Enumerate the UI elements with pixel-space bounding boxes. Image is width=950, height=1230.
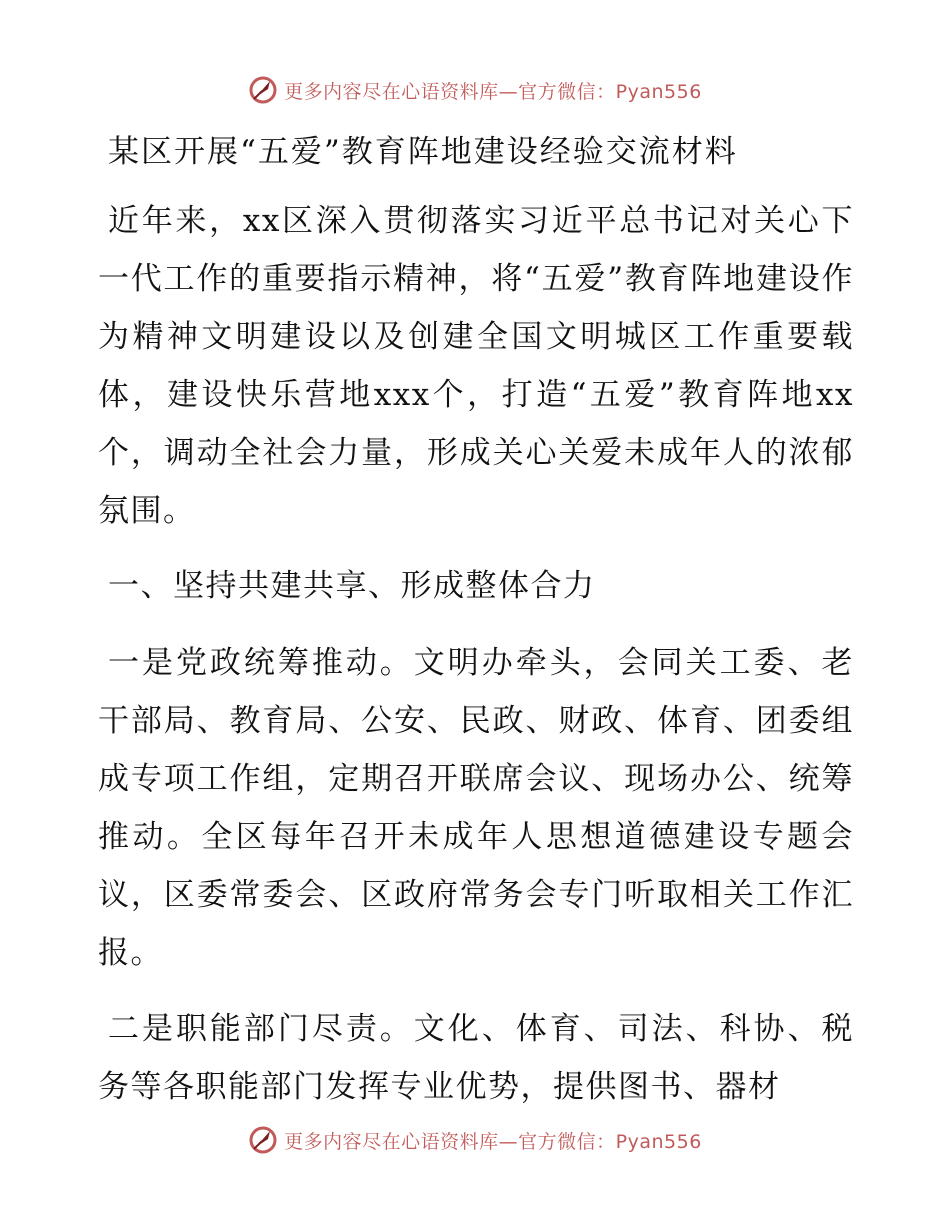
feather-logo-icon [248, 75, 278, 105]
section-heading: 一、坚持共建共享、形成整体合力 [108, 568, 596, 604]
intro-paragraph: 近年来，xx区深入贯彻落实习近平总书记对关心下一代工作的重要指示精神，将“五爱”教育阵地建设作为精神文明建设以及创建全国文明城区工作重要载体，建设快乐营地xxx个，打造“五爱”教育阵地xx个，调动全社会力量，形成关心关爱未成年人的浓郁氛围。 [98, 203, 854, 529]
body-paragraph: 二是职能部门尽责。文化、体育、司法、科协、税务等各职能部门发挥专业优势，提供图书、器材 [98, 1011, 854, 1105]
body-paragraph: 一是党政统筹推动。文明办牵头，会同关工委、老干部局、教育局、公安、民政、财政、体育、团委组成专项工作组，定期召开联席会议、现场办公、统筹推动。全区每年召开未成年人思想道德建设专题会议，区委常委会、区政府常务会专门听取相关工作汇报。 [98, 645, 854, 971]
watermark-text: 更多内容尽在心语资料库—官方微信：Pyan556 [284, 80, 702, 103]
document-title: 某区开展“五爱”教育阵地建设经验交流材料 [108, 134, 738, 170]
watermark-banner-top [0, 70, 950, 110]
watermark-text: 更多内容尽在心语资料库—官方微信：Pyan556 [284, 1130, 702, 1153]
watermark-banner-bottom [0, 1120, 950, 1160]
feather-logo-icon [248, 1125, 278, 1155]
